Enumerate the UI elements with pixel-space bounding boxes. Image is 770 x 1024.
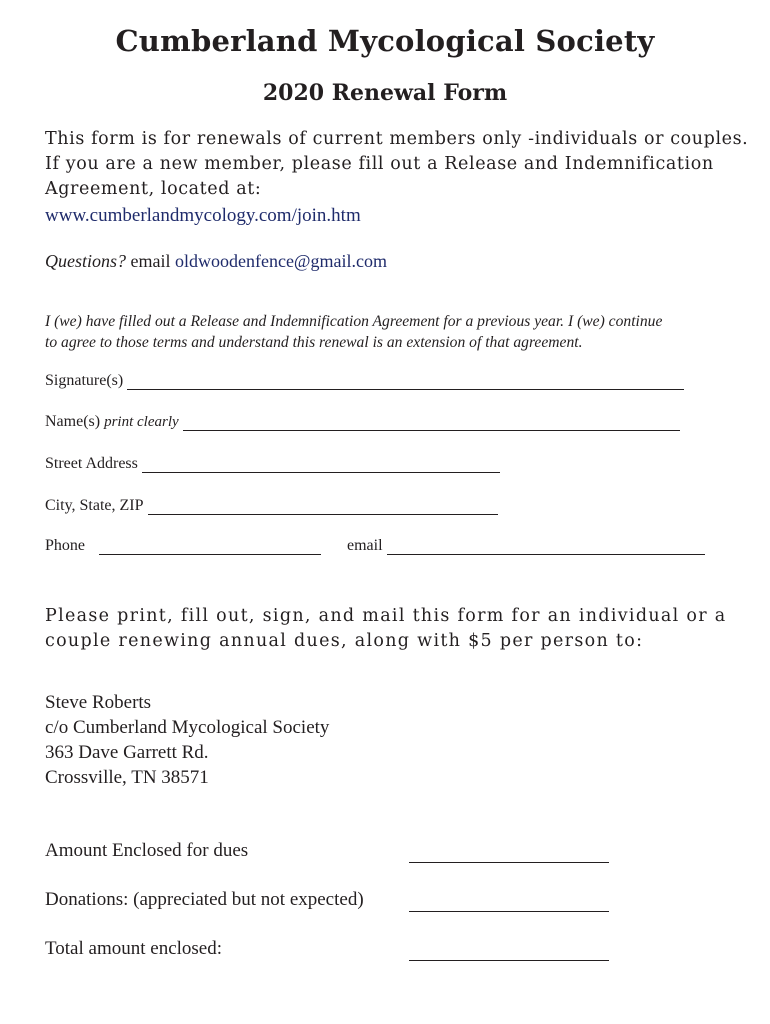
intro-line: Agreement, located at: [45,179,262,199]
name-label: Name(s) [45,413,101,430]
contact-email-link[interactable]: oldwoodenfence@gmail.com [174,251,387,271]
mail-instructions [45,604,726,654]
address-line: Crossville, TN 38571 [45,767,209,788]
signature-field[interactable] [127,374,684,390]
mailing-address [45,690,329,790]
email-row [347,537,705,555]
form-title: Cumberland Mycological Society [115,24,655,58]
dues-label: Amount Enclosed for dues [45,840,249,861]
form-subtitle: 2020 Renewal Form [262,80,508,106]
city-row [45,497,498,515]
total-row [45,938,222,960]
email-field[interactable] [387,539,705,555]
agreement-line: to agree to those terms and understand this renewal is an extension of that agreement. [45,334,583,351]
address-line: c/o Cumberland Mycological Society [45,717,330,738]
dues-row [45,840,248,862]
address-line: Steve Roberts [45,692,152,713]
phone-row [45,537,321,555]
city-field[interactable] [148,499,498,515]
address-line: 363 Dave Garrett Rd. [45,742,209,763]
street-label: Street Address [45,455,138,472]
questions-line [45,251,387,272]
signature-label: Signature(s) [45,372,124,389]
dues-field[interactable] [409,846,609,863]
donations-row [45,889,364,911]
city-label: City, State, ZIP [45,497,144,514]
join-link[interactable]: www.cumberlandmycology.com/join.htm [45,205,361,226]
questions-email-prefix: email [130,251,171,271]
agreement-statement [45,311,662,353]
name-hint: print clearly [104,414,179,430]
total-label: Total amount enclosed: [45,938,223,959]
total-field[interactable] [409,944,609,961]
street-field[interactable] [142,457,500,473]
email-label: email [347,537,383,554]
intro-line: If you are a new member, please fill out a Release and Indemnification [45,154,714,174]
intro-line: This form is for renewals of current members only -individuals or couples. [45,129,749,149]
signature-row [45,372,684,390]
phone-label: Phone [45,537,85,554]
mail-instructions-line: Please print, fill out, sign, and mail this form for an individual or a [45,606,727,626]
donations-label: Donations: (appreciated but not expected) [45,889,364,910]
intro-paragraph [45,127,749,202]
agreement-line: I (we) have filled out a Release and Indemnification Agreement for a previous year. I (we) continue [45,313,663,330]
donations-field[interactable] [409,895,609,912]
name-row [45,413,680,431]
street-row [45,455,500,473]
mail-instructions-line: couple renewing annual dues, along with $5 per person to: [45,631,644,651]
questions-label: Questions? [45,251,126,271]
phone-field[interactable] [99,539,321,555]
name-field[interactable] [183,415,680,431]
